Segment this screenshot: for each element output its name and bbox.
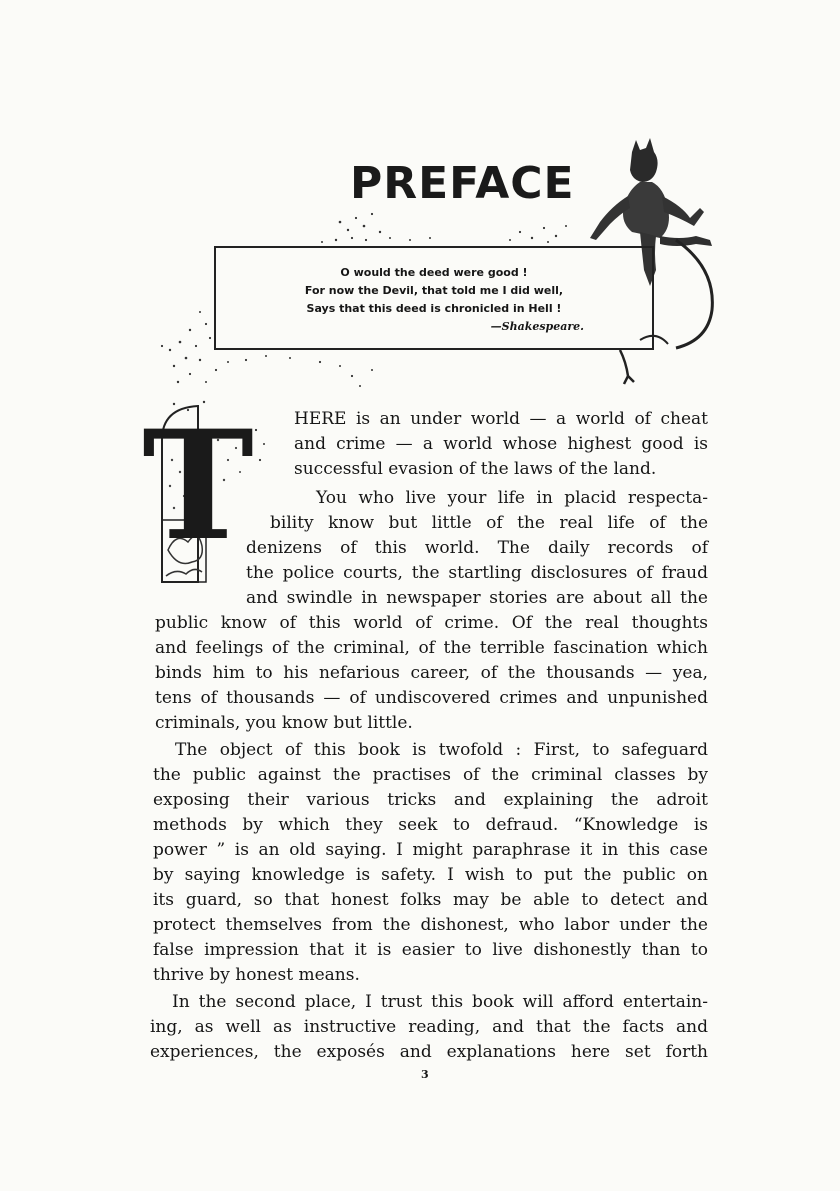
body-line: bility know but little of the real life of the <box>270 513 708 533</box>
body-line: methods by which they seek to defraud. “Knowledge is <box>153 815 708 835</box>
body-line: the public against the practises of the criminal classes by <box>153 765 708 785</box>
body-line: criminals, you know but little. <box>155 713 413 733</box>
epigraph-attribution: —Shakespeare. <box>490 320 584 333</box>
epigraph-box <box>214 246 654 350</box>
body-line: binds him to his nefarious career, of the thousands — yea, <box>155 663 708 683</box>
body-line: public know of this world of crime. Of the real thoughts <box>155 613 708 633</box>
body-line: power ” is an old saying. I might paraphrase it in this case <box>153 840 708 860</box>
body-line: the police courts, the startling disclosures of fraud <box>246 563 708 583</box>
dropcap-letter: T <box>142 398 254 574</box>
body-line: and swindle in newspaper stories are about all the <box>246 588 708 608</box>
body-line: In the second place, I trust this book will afford entertain- <box>172 992 708 1012</box>
page-title: PREFACE <box>350 158 575 209</box>
body-line: HERE is an under world — a world of cheat <box>294 409 708 429</box>
page-number: 3 <box>421 1068 429 1081</box>
body-line: by saying knowledge is safety. I wish to put the public on <box>153 865 708 885</box>
body-line: tens of thousands — of undiscovered crimes and unpunished <box>155 688 708 708</box>
body-line: ing, as well as instructive reading, and that the facts and <box>150 1017 708 1037</box>
body-line: false impression that it is easier to live dishonestly than to <box>153 940 708 960</box>
body-line: successful evasion of the laws of the land. <box>294 459 657 479</box>
body-line: and feelings of the criminal, of the terrible fascination which <box>155 638 708 658</box>
body-line: and crime — a world whose highest good is <box>294 434 708 454</box>
epigraph-lines <box>216 264 652 318</box>
body-line: its guard, so that honest folks may be able to detect and <box>153 890 708 910</box>
body-line: denizens of this world. The daily records of <box>246 538 708 558</box>
dropcap-illustration <box>142 398 254 586</box>
body-line: protect themselves from the dishonest, who labor under the <box>153 915 708 935</box>
body-line: thrive by honest means. <box>153 965 360 985</box>
body-line: experiences, the exposés and explanations here set forth <box>150 1042 708 1062</box>
body-line: exposing their various tricks and explaining the adroit <box>153 790 708 810</box>
epigraph-line: Says that this deed is chronicled in Hell ! <box>306 302 562 315</box>
body-line: You who live your life in placid respecta- <box>316 488 708 508</box>
body-line: The object of this book is twofold : First, to safeguard <box>175 740 708 760</box>
epigraph-line: For now the Devil, that told me I did well, <box>304 284 564 297</box>
epigraph-line: O would the deed were good ! <box>340 266 528 279</box>
dropcap-art <box>142 398 254 586</box>
